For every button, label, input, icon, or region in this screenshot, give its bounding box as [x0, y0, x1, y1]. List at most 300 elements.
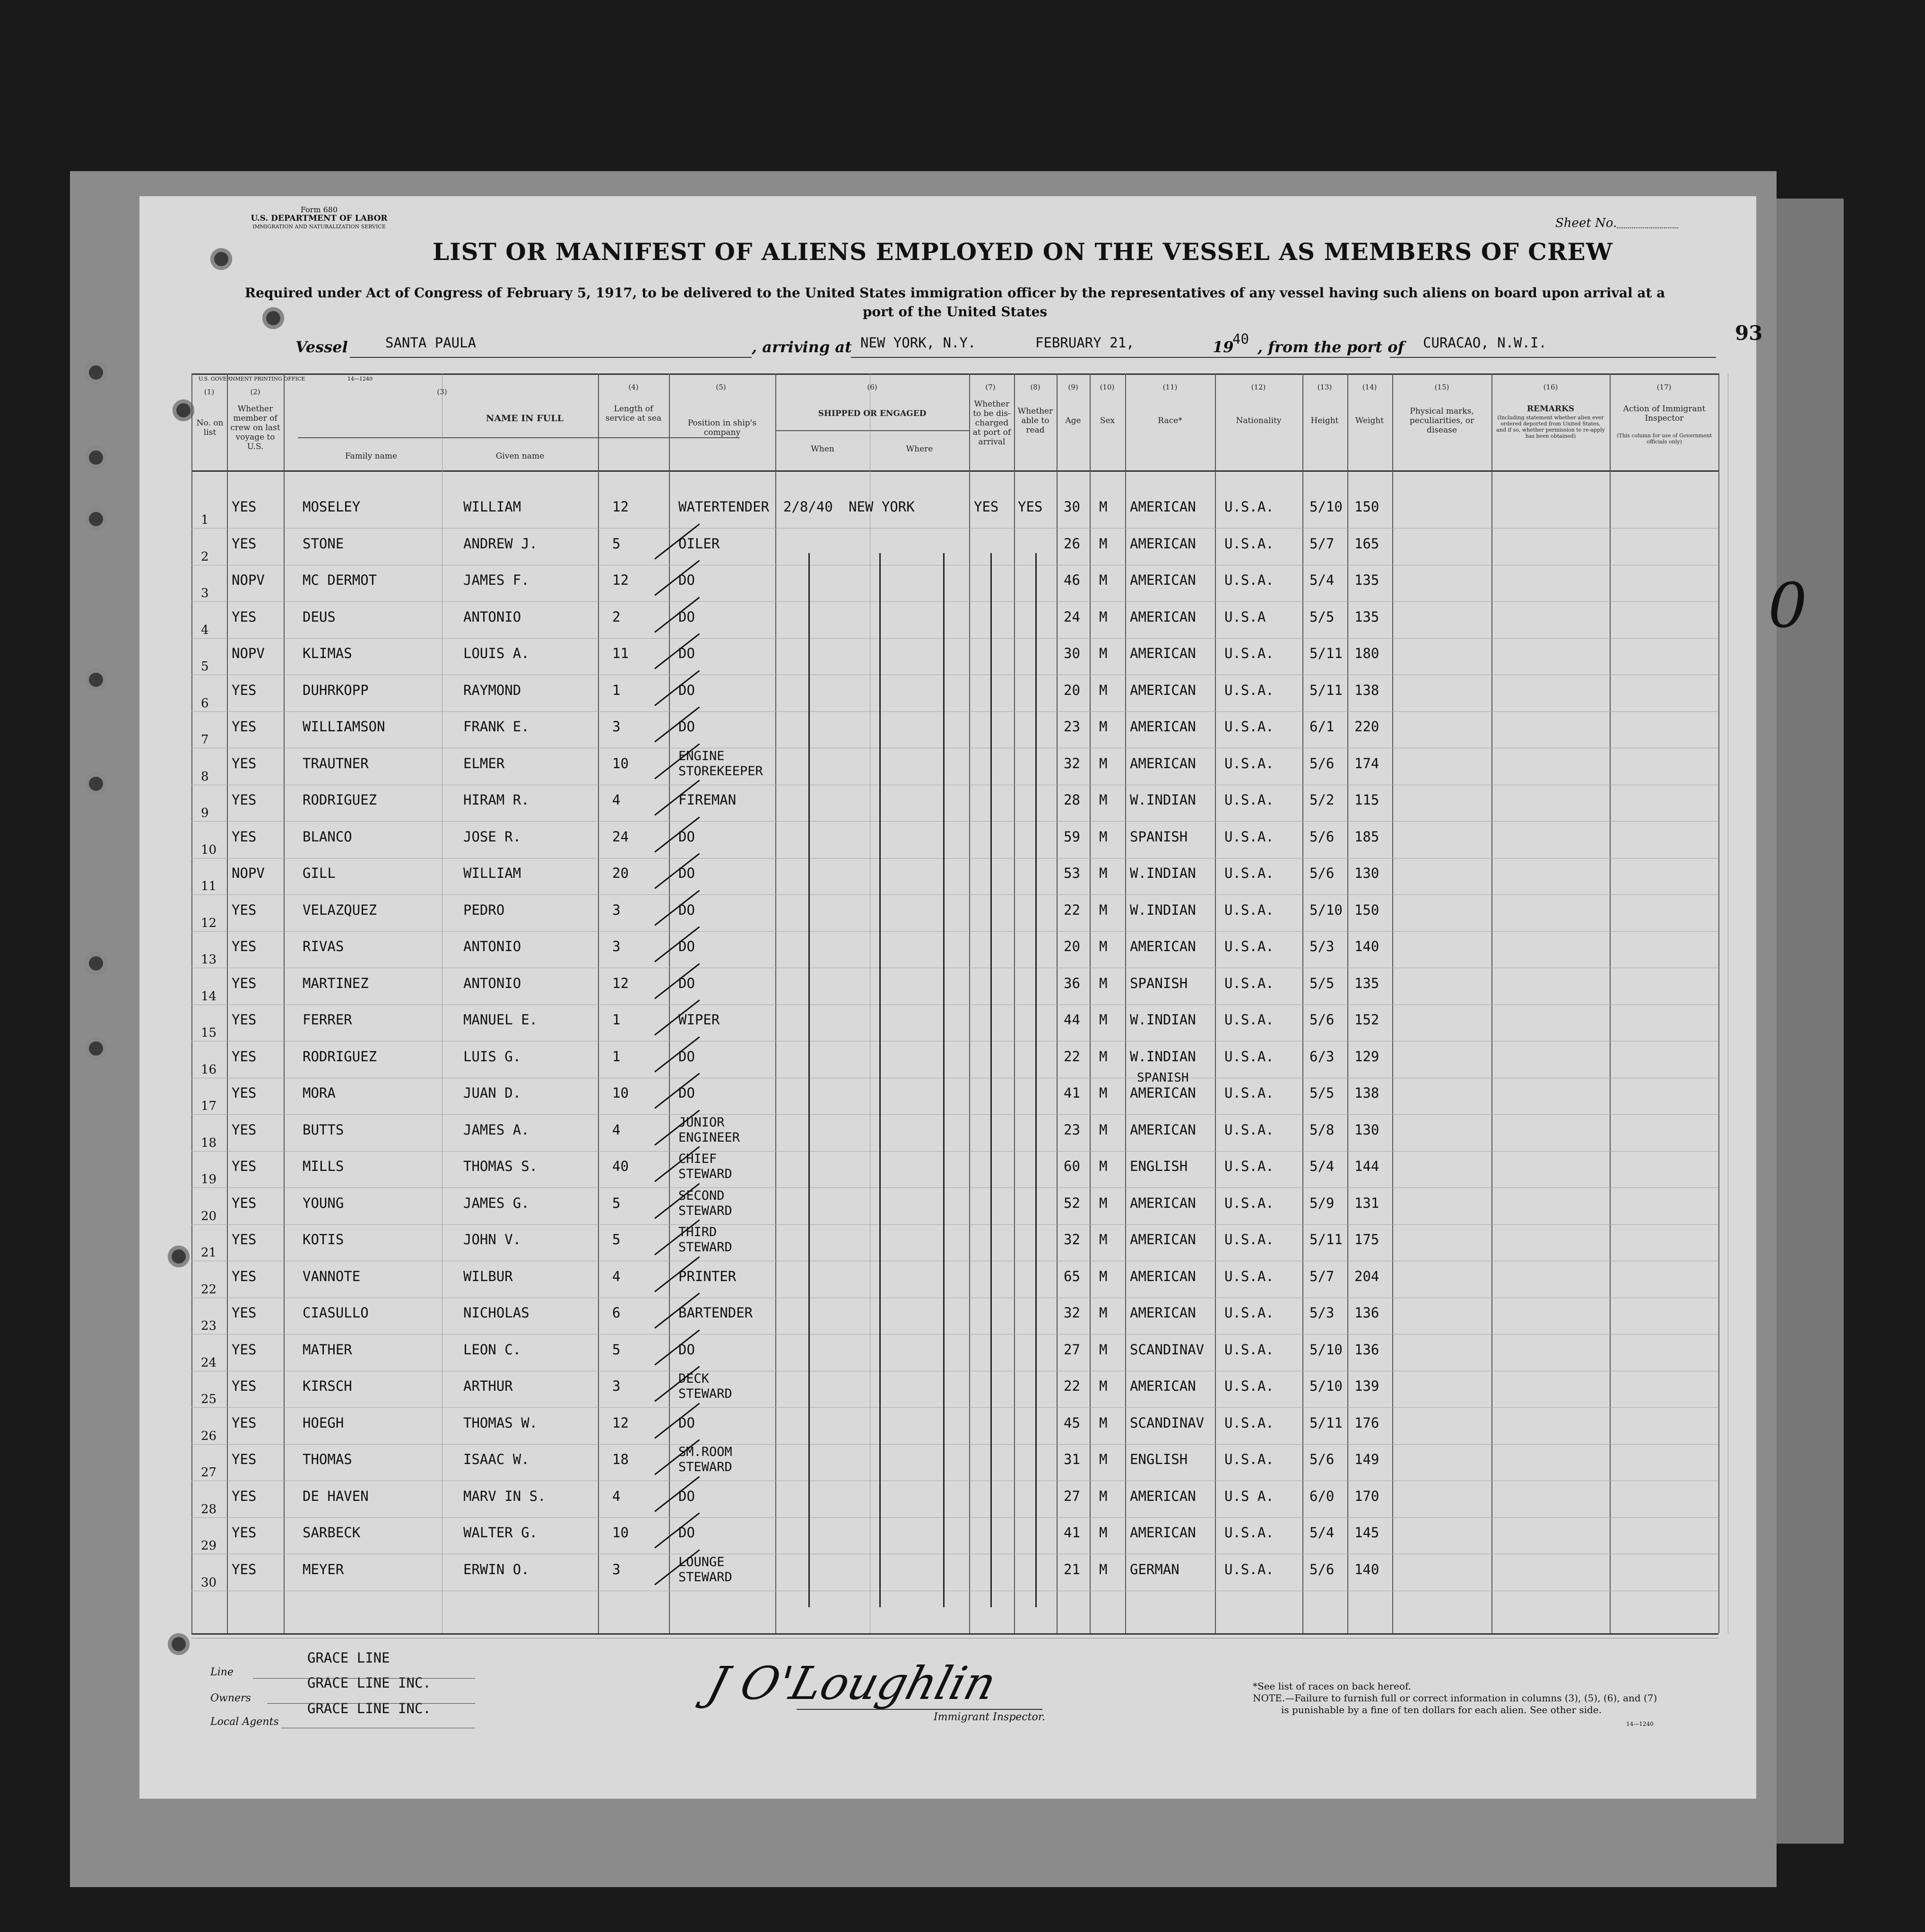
height-cell: 5/4: [1309, 1158, 1335, 1174]
position-cell: DECK STEWARD: [678, 1371, 732, 1401]
height-cell: 5/10: [1309, 901, 1343, 918]
shipped-when-cell: 2/8/40: [783, 499, 833, 515]
race-cell: AMERICAN: [1130, 1378, 1196, 1394]
family-name-cell: TRAUTNER: [303, 755, 369, 771]
race-cell: W.INDIAN: [1130, 792, 1196, 808]
header-given-name: Given name: [495, 451, 545, 461]
race-cell: AMERICAN: [1130, 1488, 1196, 1504]
row-number: 22: [201, 1282, 217, 1297]
last-voyage-cell: YES: [232, 1085, 257, 1101]
weight-cell: 129: [1354, 1048, 1379, 1065]
from-port-underline: [1390, 357, 1716, 358]
header-race: Race*: [1158, 416, 1182, 425]
family-name-cell: VELAZQUEZ: [303, 901, 377, 918]
col-num-12: (12): [1251, 383, 1266, 391]
from-port-label: , from the port of: [1257, 338, 1405, 356]
family-name-cell: GILL: [303, 865, 336, 881]
able-to-read-cell: YES: [1018, 499, 1043, 515]
weight-cell: 135: [1354, 572, 1379, 588]
footnote-penalty-1: NOTE.—Failure to furnish full or correct information in columns (3), (5), (6), and (7): [1253, 1692, 1657, 1704]
sex-cell: M: [1099, 1158, 1108, 1174]
position-cell: DO: [678, 828, 695, 845]
weight-cell: 130: [1354, 865, 1379, 881]
agents-line-value: GRACE LINE INC.: [307, 1700, 431, 1716]
family-name-cell: FERRER: [303, 1012, 352, 1028]
sex-cell: M: [1099, 901, 1108, 918]
service-length-cell: 4: [612, 1121, 621, 1138]
weight-cell: 145: [1354, 1525, 1379, 1541]
weight-cell: 144: [1354, 1158, 1379, 1174]
row-number: 17: [201, 1099, 217, 1113]
header-remarks-note: (Including statement whether alien ever ordered deported from United States, and if so, whether permission to re-apply has been obtained): [1496, 415, 1605, 439]
position-cell: DO: [678, 1525, 695, 1541]
weight-cell: 139: [1354, 1378, 1379, 1394]
sex-cell: M: [1099, 499, 1108, 515]
row-number: 5: [201, 659, 209, 674]
position-cell: DO: [678, 645, 695, 661]
col-num-11: (11): [1162, 383, 1178, 391]
height-cell: 5/6: [1309, 1561, 1335, 1577]
sex-cell: M: [1099, 1414, 1108, 1431]
line-rule: [253, 1678, 475, 1679]
last-voyage-cell: YES: [232, 719, 257, 735]
service-length-cell: 12: [612, 572, 629, 588]
last-voyage-cell: YES: [232, 682, 257, 698]
last-voyage-cell: YES: [232, 938, 257, 954]
family-name-cell: KOTIS: [303, 1231, 344, 1248]
race-cell: AMERICAN: [1130, 1268, 1196, 1284]
row-rule: [191, 1151, 1718, 1152]
position-cell: BARTENDER: [678, 1305, 753, 1321]
nationality-cell: U.S.A.: [1224, 1268, 1274, 1284]
footnote-races: *See list of races on back hereof.: [1253, 1681, 1412, 1692]
punch-hole: [85, 669, 107, 691]
height-cell: 5/10: [1309, 499, 1343, 515]
family-name-cell: DUHRKOPP: [303, 682, 369, 698]
col-num-13: (13): [1317, 383, 1332, 391]
col-num-14: (14): [1362, 383, 1377, 391]
height-cell: 6/0: [1309, 1488, 1335, 1504]
given-name-cell: JUAN D.: [463, 1085, 521, 1101]
ditto-line-when: [808, 553, 810, 1607]
nationality-cell: U.S.A.: [1224, 572, 1274, 588]
row-number: 26: [201, 1429, 217, 1443]
last-voyage-cell: YES: [232, 1414, 257, 1431]
row-rule: [191, 1114, 1718, 1115]
age-cell: 32: [1064, 755, 1080, 771]
header-no-on-list: No. on list: [196, 418, 224, 437]
age-cell: 22: [1064, 1378, 1080, 1394]
last-voyage-cell: YES: [232, 1231, 257, 1248]
row-rule: [191, 638, 1718, 639]
race-cell: AMERICAN: [1130, 608, 1196, 625]
last-voyage-cell: YES: [232, 1012, 257, 1028]
last-voyage-cell: YES: [232, 1268, 257, 1284]
weight-cell: 136: [1354, 1305, 1379, 1321]
weight-cell: 135: [1354, 975, 1379, 991]
age-cell: 20: [1064, 682, 1080, 698]
given-name-cell: ERWIN O.: [463, 1561, 529, 1577]
row-number: 3: [201, 586, 209, 600]
last-voyage-cell: YES: [232, 755, 257, 771]
weight-cell: 185: [1354, 828, 1379, 845]
manifest-page: [139, 196, 1807, 1799]
sheet-number-label: Sheet No.: [1555, 216, 1617, 230]
punch-hole: [85, 953, 107, 974]
sex-cell: M: [1099, 608, 1108, 625]
header-when: When: [811, 444, 834, 454]
header-inspector-action: Action of Immigrant Inspector: [1623, 404, 1706, 423]
nationality-cell: U.S.A.: [1224, 1121, 1274, 1138]
given-name-cell: NICHOLAS: [463, 1305, 529, 1321]
weight-cell: 176: [1354, 1414, 1379, 1431]
weight-cell: 135: [1354, 608, 1379, 625]
given-name-cell: MARV IN S.: [463, 1488, 546, 1504]
family-name-cell: MORA: [303, 1085, 336, 1101]
nationality-cell: U.S.A.: [1224, 938, 1274, 954]
page-title: LIST OR MANIFEST OF ALIENS EMPLOYED ON THE VESSEL AS MEMBERS OF CREW: [433, 238, 1613, 266]
weight-cell: 130: [1354, 1121, 1379, 1138]
service: IMMIGRATION AND NATURALIZATION SERVICE: [252, 224, 386, 230]
height-cell: 5/7: [1309, 1268, 1335, 1284]
nationality-cell: U.S.A.: [1224, 1085, 1274, 1101]
race-cell: ENGLISH: [1130, 1158, 1188, 1174]
position-cell: DO: [678, 572, 695, 588]
last-voyage-cell: YES: [232, 1195, 257, 1211]
race-cell: W.INDIAN: [1130, 1012, 1196, 1028]
header-name-in-full: NAME IN FULL: [486, 413, 564, 424]
weight-cell: 150: [1354, 499, 1379, 515]
row-number: 20: [201, 1209, 217, 1223]
height-cell: 6/1: [1309, 719, 1335, 735]
family-name-cell: KLIMAS: [303, 645, 352, 661]
col-num-5: (5): [716, 383, 726, 391]
row-rule: [191, 601, 1718, 602]
race-cell: AMERICAN: [1130, 1525, 1196, 1541]
shipped-subheader-rule: [775, 430, 969, 431]
row-number: 15: [201, 1026, 217, 1040]
age-cell: 26: [1064, 535, 1080, 552]
family-name-cell: MARTINEZ: [303, 975, 369, 991]
vessel-name: SANTA PAULA: [385, 335, 477, 351]
family-name-cell: MATHER: [303, 1341, 352, 1358]
family-name-cell: DE HAVEN: [303, 1488, 369, 1504]
given-name-cell: RAYMOND: [463, 682, 521, 698]
sex-cell: M: [1099, 645, 1108, 661]
position-cell: PRINTER: [678, 1268, 737, 1284]
header-inspector-note: (This column for use of Government officials only): [1616, 433, 1712, 445]
family-name-cell: MC DERMOT: [303, 572, 377, 588]
height-cell: 5/3: [1309, 1305, 1335, 1321]
header-physical-marks: Physical marks, peculiarities, or disease: [1409, 407, 1474, 435]
sex-cell: M: [1099, 1525, 1108, 1541]
position-cell: DO: [678, 901, 695, 918]
age-cell: 52: [1064, 1195, 1080, 1211]
header-nationality: Nationality: [1236, 416, 1282, 425]
inspector-signature: J O'Loughlin: [702, 1657, 1002, 1710]
vessel-underline: [350, 357, 752, 358]
service-length-cell: 4: [612, 792, 621, 808]
sex-cell: M: [1099, 682, 1108, 698]
nationality-cell: U.S.A.: [1224, 1012, 1274, 1028]
race-cell: AMERICAN: [1130, 1121, 1196, 1138]
page-number: 93: [1735, 321, 1763, 345]
position-cell: DO: [678, 719, 695, 735]
service-length-cell: 3: [612, 901, 621, 918]
family-name-cell: MOSELEY: [303, 499, 361, 515]
service-length-cell: 12: [612, 499, 629, 515]
name-subheader-rule: [298, 437, 740, 438]
last-voyage-cell: YES: [232, 1525, 257, 1541]
printing-office: U.S. GOVERNMENT PRINTING OFFICE: [199, 376, 305, 382]
discharged-cell: YES: [974, 499, 999, 515]
race-cell: AMERICAN: [1130, 682, 1196, 698]
family-name-cell: BLANCO: [303, 828, 352, 845]
service-length-cell: 3: [612, 719, 621, 735]
punch-hole: [168, 1246, 190, 1267]
last-voyage-cell: YES: [232, 792, 257, 808]
given-name-cell: WILLIAM: [463, 865, 521, 881]
age-cell: 44: [1064, 1012, 1080, 1028]
age-cell: 30: [1064, 499, 1080, 515]
race-cell: AMERICAN: [1130, 938, 1196, 954]
last-voyage-cell: YES: [232, 608, 257, 625]
row-number: 29: [201, 1539, 217, 1553]
race-cell: AMERICAN: [1130, 572, 1196, 588]
height-cell: 6/3: [1309, 1048, 1335, 1065]
race-cell: SPANISH: [1130, 828, 1188, 845]
service-length-cell: 20: [612, 865, 629, 881]
row-number: 7: [201, 733, 209, 747]
age-cell: 27: [1064, 1341, 1080, 1358]
position-cell: JUNIOR ENGINEER: [678, 1115, 740, 1145]
service-length-cell: 18: [612, 1451, 629, 1467]
last-voyage-cell: YES: [232, 828, 257, 845]
weight-cell: 138: [1354, 682, 1379, 698]
height-cell: 5/11: [1309, 1414, 1343, 1431]
race-cell: AMERICAN: [1130, 645, 1196, 661]
row-number: 4: [201, 623, 209, 637]
family-name-cell: KIRSCH: [303, 1378, 352, 1394]
nationality-cell: U.S.A.: [1224, 1525, 1274, 1541]
height-cell: 5/11: [1309, 645, 1343, 661]
sex-cell: M: [1099, 865, 1108, 881]
race-cell: AMERICAN: [1130, 1231, 1196, 1248]
given-name-cell: LEON C.: [463, 1341, 521, 1358]
service-length-cell: 24: [612, 828, 629, 845]
race-cell: GERMAN: [1130, 1561, 1179, 1577]
nationality-cell: U.S.A.: [1224, 1195, 1274, 1211]
header-remarks: REMARKS: [1526, 404, 1575, 414]
height-cell: 5/6: [1309, 828, 1335, 845]
position-cell: DO: [678, 1085, 695, 1101]
given-name-cell: JAMES F.: [463, 572, 529, 588]
family-name-cell: THOMAS: [303, 1451, 352, 1467]
given-name-cell: ELMER: [463, 755, 505, 771]
position-cell: WIPER: [678, 1012, 720, 1028]
sex-cell: M: [1099, 1341, 1108, 1358]
family-name-cell: BUTTS: [303, 1121, 344, 1138]
inspector-label: Immigrant Inspector.: [934, 1711, 1045, 1723]
service-length-cell: 12: [612, 1414, 629, 1431]
service-length-cell: 4: [612, 1268, 621, 1284]
nationality-cell: U.S.A.: [1224, 499, 1274, 515]
weight-cell: 165: [1354, 535, 1379, 552]
col-num-6: (6): [867, 383, 877, 391]
sex-cell: M: [1099, 792, 1108, 808]
height-cell: 5/9: [1309, 1195, 1335, 1211]
col-num-1: (1): [204, 388, 215, 396]
weight-cell: 170: [1354, 1488, 1379, 1504]
nationality-cell: U.S.A.: [1224, 1378, 1274, 1394]
race-cell: AMERICAN: [1130, 1195, 1196, 1211]
sex-cell: M: [1099, 1048, 1108, 1065]
height-cell: 5/4: [1309, 1525, 1335, 1541]
nationality-cell: U.S.A.: [1224, 1158, 1274, 1174]
service-length-cell: 3: [612, 1378, 621, 1394]
row-number: 8: [201, 769, 209, 784]
row-rule: [191, 1187, 1718, 1188]
last-voyage-cell: YES: [232, 535, 257, 552]
form-header-block: [239, 206, 399, 231]
weight-cell: 174: [1354, 755, 1379, 771]
sex-cell: M: [1099, 1451, 1108, 1467]
weight-cell: 180: [1354, 645, 1379, 661]
footer-code: 14—1240: [1626, 1721, 1654, 1727]
header-shipped-engaged: SHIPPED OR ENGAGED: [818, 409, 927, 418]
given-name-cell: LUIS G.: [463, 1048, 521, 1065]
form-number: Form 680: [300, 205, 338, 214]
position-cell: DO: [678, 1048, 695, 1065]
race-cell: W.INDIAN: [1130, 901, 1196, 918]
row-rule: [191, 1224, 1718, 1225]
row-number: 2: [201, 549, 209, 564]
row-number: 30: [201, 1575, 217, 1590]
race-cell: SCANDINAV: [1130, 1341, 1205, 1358]
row-number: 9: [201, 806, 209, 820]
last-voyage-cell: YES: [232, 1378, 257, 1394]
height-cell: 5/6: [1309, 1451, 1335, 1467]
height-cell: 5/7: [1309, 535, 1335, 552]
age-cell: 53: [1064, 865, 1080, 881]
nationality-cell: U.S.A.: [1224, 682, 1274, 698]
sex-cell: M: [1099, 975, 1108, 991]
family-name-cell: MILLS: [303, 1158, 344, 1174]
height-cell: 5/6: [1309, 1012, 1335, 1028]
given-name-cell: ISAAC W.: [463, 1451, 529, 1467]
last-voyage-cell: NOPV: [232, 865, 265, 881]
race-cell: AMERICAN: [1130, 755, 1196, 771]
sex-cell: M: [1099, 755, 1108, 771]
row-number: 21: [201, 1246, 217, 1260]
subtitle-line2: port of the United States: [862, 304, 1048, 320]
margin-mark: 0: [1768, 570, 1807, 641]
sex-cell: M: [1099, 1085, 1108, 1101]
weight-cell: 138: [1354, 1085, 1379, 1101]
nationality-cell: U.S.A.: [1224, 535, 1274, 552]
weight-cell: 140: [1354, 1561, 1379, 1577]
position-cell: LOUNGE STEWARD: [678, 1554, 732, 1585]
row-rule: [191, 1444, 1718, 1445]
given-name-cell: PEDRO: [463, 901, 505, 918]
given-name-cell: ANTONIO: [463, 608, 521, 625]
given-name-cell: JOHN V.: [463, 1231, 521, 1248]
age-cell: 27: [1064, 1488, 1080, 1504]
race-cell: SPANISH: [1130, 975, 1188, 991]
sex-cell: M: [1099, 1195, 1108, 1211]
punch-hole: [168, 1633, 190, 1655]
last-voyage-cell: YES: [232, 1561, 257, 1577]
age-cell: 28: [1064, 792, 1080, 808]
nationality-cell: U.S.A.: [1224, 792, 1274, 808]
header-sex: Sex: [1100, 416, 1115, 425]
age-cell: 32: [1064, 1231, 1080, 1248]
sex-cell: M: [1099, 572, 1108, 588]
row-rule: [191, 931, 1718, 932]
given-name-cell: FRANK E.: [463, 719, 529, 735]
family-name-cell: DEUS: [303, 608, 336, 625]
service-length-cell: 10: [612, 1525, 629, 1541]
row-number: 24: [201, 1355, 217, 1370]
nationality-cell: U.S.A.: [1224, 975, 1274, 991]
last-voyage-cell: YES: [232, 1451, 257, 1467]
nationality-cell: U.S.A: [1224, 608, 1266, 625]
service-length-cell: 6: [612, 1305, 621, 1321]
header-weight: Weight: [1355, 416, 1384, 425]
vessel-label: Vessel: [295, 338, 348, 356]
owners-rule: [267, 1703, 475, 1704]
family-name-cell: YOUNG: [303, 1195, 344, 1211]
position-cell: DO: [678, 1414, 695, 1431]
col-num-15: (15): [1434, 383, 1449, 391]
height-cell: 5/8: [1309, 1121, 1335, 1138]
nationality-cell: U.S.A.: [1224, 1231, 1274, 1248]
punch-hole: [85, 508, 107, 530]
service-length-cell: 1: [612, 1012, 621, 1028]
height-cell: 5/5: [1309, 1085, 1335, 1101]
service-length-cell: 5: [612, 1195, 621, 1211]
nationality-cell: U.S.A.: [1224, 1561, 1274, 1577]
age-cell: 20: [1064, 938, 1080, 954]
subtitle-line1: Required under Act of Congress of February 5, 1917, to be delivered to the United States immigration officer by the representatives of any vessel having such aliens on board upon arrival at a: [244, 285, 1665, 301]
sex-cell: M: [1099, 1305, 1108, 1321]
height-cell: 5/4: [1309, 572, 1335, 588]
line-label: Line: [210, 1666, 234, 1678]
row-rule: [191, 711, 1718, 712]
service-length-cell: 40: [612, 1158, 629, 1174]
table-top-rule: [191, 373, 1718, 375]
arrival-date: FEBRUARY 21,: [1035, 335, 1135, 351]
age-cell: 60: [1064, 1158, 1080, 1174]
col-num-10: (10): [1100, 383, 1115, 391]
sex-cell: M: [1099, 828, 1108, 845]
last-voyage-cell: YES: [232, 1121, 257, 1138]
age-cell: 59: [1064, 828, 1080, 845]
position-cell: OILER: [678, 535, 720, 552]
row-number: 25: [201, 1392, 217, 1406]
punch-hole: [210, 248, 232, 270]
col-num-8: (8): [1030, 383, 1041, 391]
owners-label: Owners: [210, 1692, 251, 1704]
row-number: 14: [201, 989, 217, 1004]
last-voyage-cell: NOPV: [232, 645, 265, 661]
age-cell: 45: [1064, 1414, 1080, 1431]
race-cell: W.INDIAN: [1130, 1048, 1196, 1065]
print-code: 14—1240: [347, 376, 373, 382]
age-cell: 24: [1064, 608, 1080, 625]
family-name-cell: STONE: [303, 535, 344, 552]
race-cell: AMERICAN: [1130, 719, 1196, 735]
